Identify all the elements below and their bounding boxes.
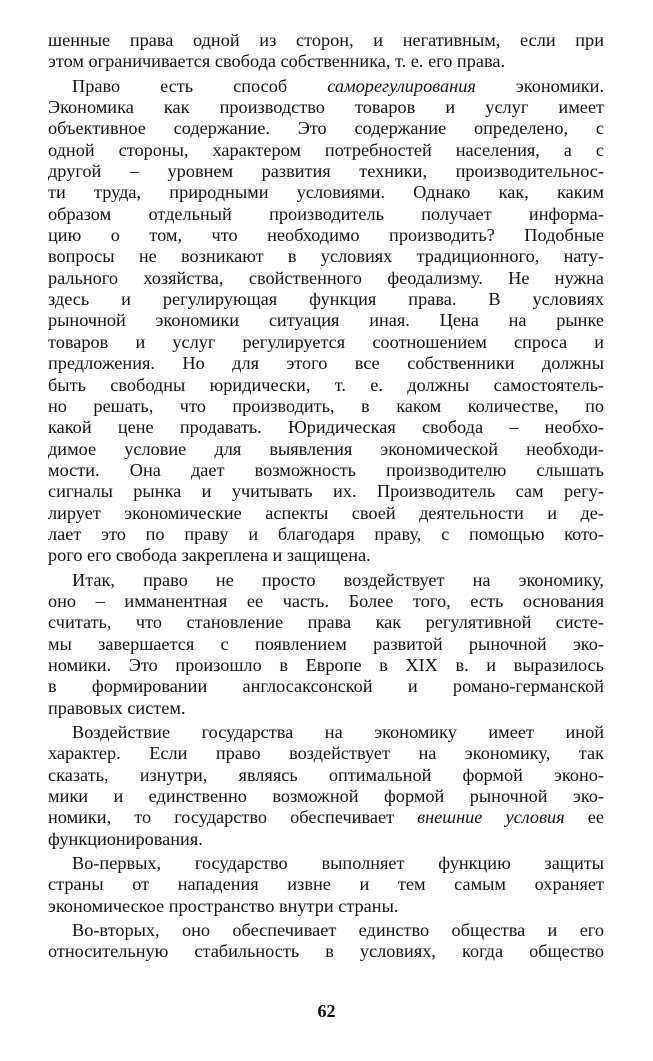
page-number: 62 (317, 1001, 336, 1021)
text-line: характер. Если право воздействует на экономику, так (48, 743, 604, 764)
paragraph (48, 570, 604, 719)
text-line: считать, что становление права как регулятивной систе- (48, 612, 604, 633)
text-line: в формировании англосаксонской и романо-германской (48, 676, 604, 697)
text-line: мы завершается с появлением развитой рыночной эко- (48, 633, 604, 654)
text-line: какой цене продавать. Юридическая свобода – необхо- (48, 417, 604, 438)
text-line: шенные права одной из сторон, и негативным, если при (48, 30, 604, 50)
page-body (48, 30, 604, 963)
paragraph (48, 853, 604, 917)
text-line: рыночной экономики ситуация иная. Цена на рынке (48, 310, 604, 331)
text-line: экономическое пространство внутри страны. (48, 895, 399, 916)
text-line: но решать, что производить, в каком количестве, по (48, 395, 604, 416)
text-line: образом отдельный производитель получает информа- (48, 203, 604, 224)
emphasis: саморегулирования (327, 75, 476, 96)
text-line: Воздействие государства на экономику имеет иной (72, 722, 604, 742)
text-line: оно – имманентная ее часть. Более того, есть основания (48, 590, 604, 611)
text-line: вопросы не возникают в условиях традиционного, нату- (48, 246, 604, 267)
text-line: Итак, право не просто воздействует на экономику, (72, 569, 604, 590)
text-line: Экономика как производство товаров и услуг имеет (48, 97, 604, 118)
text-line: Во-вторых, оно обеспечивает единство общества и его (72, 920, 604, 941)
text-line: рого его свобода закреплена и защищена. (48, 545, 371, 566)
text-line: предложения. Но для этого все собственники должны (48, 353, 604, 374)
paragraph (48, 76, 604, 567)
text-line: рального хозяйства, свойственного феодализму. Не нужна (48, 267, 604, 288)
text-line: товаров и услуг регулируется соотношением спроса и (48, 331, 604, 352)
text-line: здесь и регулирующая функция права. В условиях (48, 289, 604, 310)
paragraph (48, 920, 604, 963)
text-line: сказать, изнутри, являясь оптимальной формой эконо- (48, 764, 604, 785)
text-line: димое условие для выявления экономической необходи- (48, 438, 604, 459)
text-line: относительную стабильность в условиях, когда общество (48, 941, 604, 962)
text-line: номики, то государство обеспечивает внешние условия ее (48, 807, 604, 828)
text-line: функционирования. (48, 828, 203, 849)
text-line: Право есть способ саморегулирования экономики. (72, 75, 604, 96)
text-line: Во-первых, государство выполняет функцию защиты (72, 853, 604, 874)
emphasis: внешние условия (417, 807, 565, 828)
text-line: одной стороны, характером потребностей населения, а с (48, 139, 604, 160)
text-line: правовых систем. (48, 697, 186, 718)
text-line: лирует экономические аспекты своей деятельности и де- (48, 502, 604, 523)
text-line: ти труда, природными условиями. Однако как, каким (48, 182, 604, 203)
text-line: номики. Это произошло в Европе в XIX в. и выразилось (48, 654, 604, 675)
text-line: мики и единственно возможной формой рыночной эко- (48, 786, 604, 807)
text-line: быть свободны юридически, т. е. должны самостоятель- (48, 374, 604, 395)
paragraph (48, 30, 604, 73)
text-line: объективное содержание. Это содержание определено, с (48, 118, 604, 139)
text-line: этом ограничивается свобода собственника, т. е. его права. (48, 51, 506, 72)
text-line: страны от нападения извне и тем самым охраняет (48, 874, 604, 895)
text-block (48, 30, 604, 963)
paragraph (48, 722, 604, 850)
text-line: лает это по праву и благодаря праву, с помощью кото- (48, 523, 604, 544)
text-line: другой – уровнем развития техники, производительнос- (48, 161, 604, 182)
text-line: мости. Она дает возможность производителю слышать (48, 459, 604, 480)
text-line: цию о том, что необходимо производить? Подобные (48, 225, 604, 246)
text-line: сигналы рынка и учитывать их. Производитель сам регу- (48, 481, 604, 502)
